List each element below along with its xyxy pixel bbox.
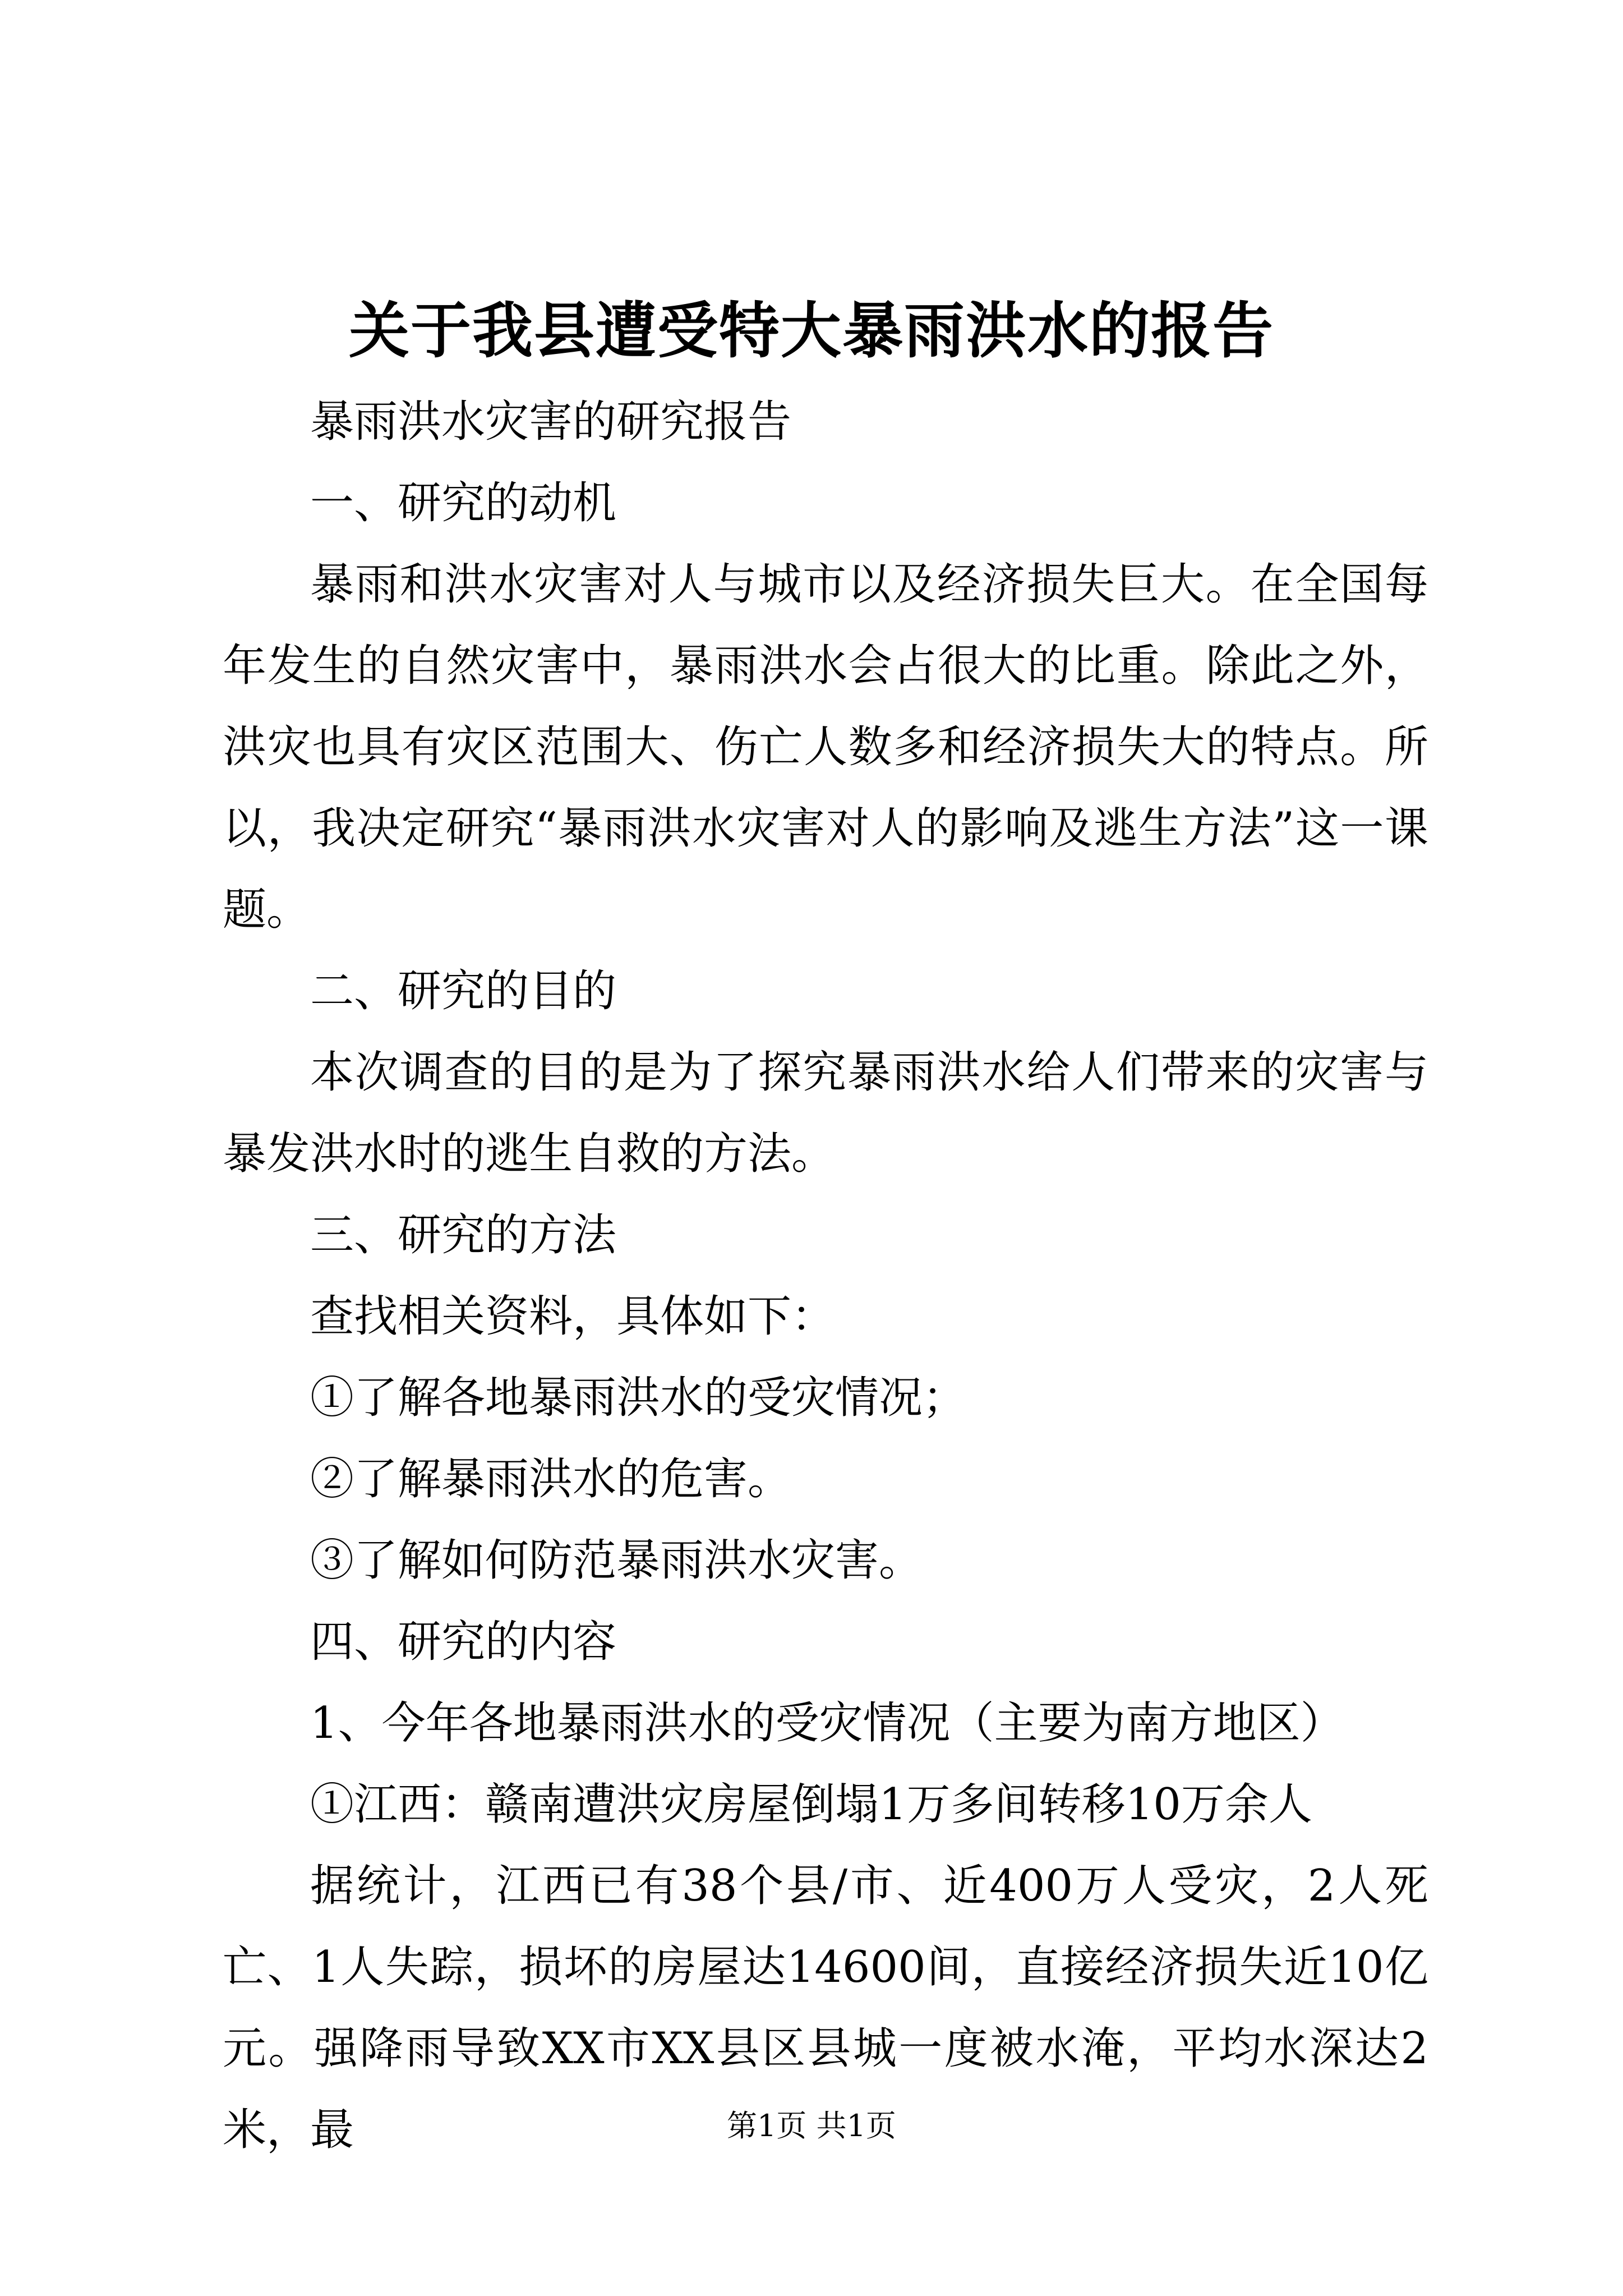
document-title: 关于我县遭受特大暴雨洪水的报告 xyxy=(348,296,1274,366)
paragraph-purpose: 本次调查的目的是为了探究暴雨洪水给人们带来的灾害与暴发洪水时的逃生自救的方法。 xyxy=(223,1047,1428,1179)
heading-motivation: 一、研究的动机 xyxy=(310,478,617,528)
paragraph-subtitle: 暴雨洪水灾害的研究报告 xyxy=(310,397,792,447)
heading-content: 四、研究的内容 xyxy=(310,1617,617,1667)
paragraph-motivation: 暴雨和洪水灾害对人与城市以及经济损失巨大。在全国每年发生的自然灾害中，暴雨洪水会占很大的比重。除此之外，洪灾也具有灾区范围大、伤亡人数多和经济损失大的特点。所以，我决定研究“暴雨洪水灾害对人的影响及逃生方法”这一课题。 xyxy=(223,559,1428,935)
list-item-method-2: ②了解暴雨洪水的危害。 xyxy=(310,1454,792,1504)
page-footer: 第1页 共1页 xyxy=(727,2108,896,2143)
paragraph-method-intro: 查找相关资料，具体如下： xyxy=(310,1291,836,1342)
list-item-method-3: ③了解如何防范暴雨洪水灾害。 xyxy=(310,1535,923,1586)
document-body xyxy=(223,381,1428,2171)
list-item-jiangxi: ①江西：赣南遭洪灾房屋倒塌1万多间转移10万余人 xyxy=(310,1779,1312,1830)
heading-method: 三、研究的方法 xyxy=(310,1210,617,1260)
list-item-method-1: ①了解各地暴雨洪水的受灾情况； xyxy=(310,1373,967,1423)
subheading-disaster-situation: 1、今年各地暴雨洪水的受灾情况（主要为南方地区） xyxy=(310,1698,1344,1749)
heading-purpose: 二、研究的目的 xyxy=(310,966,617,1016)
paragraph-statistics: 据统计，江西已有38个县/市、近400万人受灾，2人死亡、1人失踪，损坏的房屋达14600间，直接经济损失近10亿元。强降雨导致XX市XX县区县城一度被水淹，平均水深达2米，最 xyxy=(223,1861,1428,2155)
